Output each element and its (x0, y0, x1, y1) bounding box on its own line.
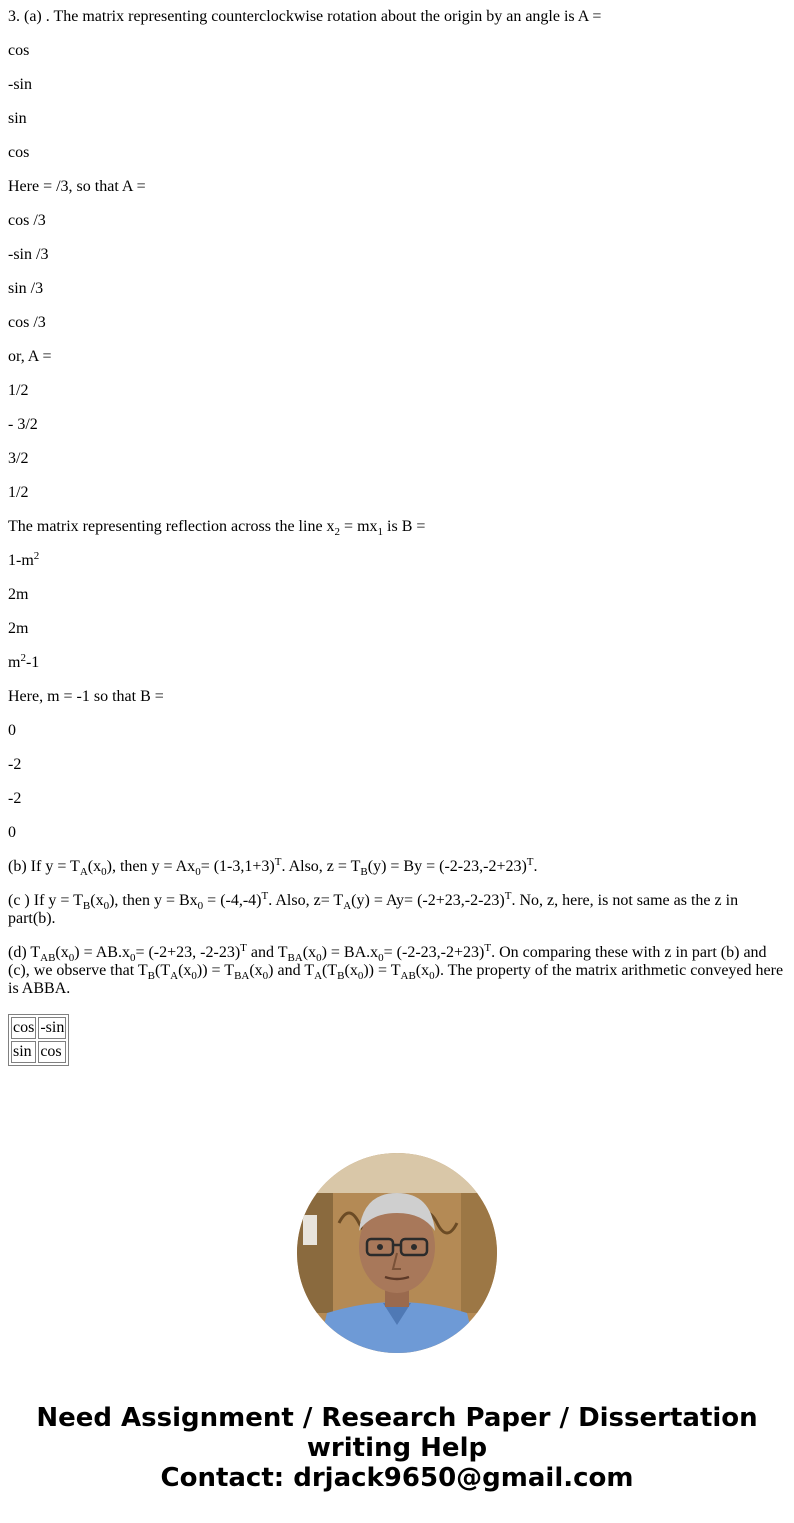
rotation-theta-entry: cos /3 (8, 314, 46, 331)
m-line: Here, m = -1 so that B = (8, 688, 164, 705)
promo-line: writing Help (306, 1433, 488, 1463)
rotation-generic-entry: sin (8, 110, 27, 127)
table-cell: cos (11, 1017, 36, 1039)
table-cell: sin (11, 1041, 36, 1063)
promo-line: Need Assignment / Research Paper / Dissertation (36, 1403, 758, 1433)
part-c: (c ) If $y = T_B(x_0)$, then $y = Bx_0 = (-4,-4)^T$. Also, $z= T_A(y) = Ay= (-2+23,-2-23)^T$. No, z, here, is not same as the z in part(b). (8, 890, 739, 927)
rotation-theta-entry: sin /3 (8, 280, 44, 297)
table-cell: -sin (38, 1017, 66, 1039)
promo-contact: Contact: drjack9650@gmail.com (160, 1463, 634, 1493)
table-cell: cos (38, 1041, 66, 1063)
part-d: (d) $T_{AB}(x_0) = AB.x_0= (-2+23$, -2-23)$^T$ and $T_{BA}(x_0) = BA.x_0= (-2-23,-2+23)^T$. On comparing these with z in part (b) and (c), we observe that $T_B(T_A(x_0)) = T_{BA}(x_0)$ and $T_A(T_B(x_0)) = T_{AB}(x_0)$. The property of the matrix arithmetic conveyed here is ABBA. (8, 942, 784, 997)
b-matrix-entry: -2 (8, 790, 22, 807)
b-matrix-entry: 0 (8, 722, 16, 739)
or-line: or, A = (8, 348, 52, 365)
tutor-portrait-image (297, 1153, 497, 1353)
reflection-entry: 2m (8, 586, 29, 603)
rotation-value-entry: - 3/2 (8, 416, 38, 433)
q3a-intro: 3. (a) . The matrix representing counterclockwise rotation about the origin by an angle is A = (8, 8, 602, 25)
part-b: (b) If $y = T_A(x_0)$, then $y = Ax_0= (1-3,1+3)^T$. Also, $z = T_B(y) = By = (-2-23,-2+23)^T$. (8, 856, 538, 878)
promo-banner (0, 1403, 794, 1493)
reflection-entry: $m^2-1$ (8, 652, 40, 671)
rotation-value-entry: 1/2 (8, 484, 29, 501)
reflection-intro: The matrix representing reflection across the line $x_2 = mx_1$ is B = (8, 518, 426, 538)
rotation-theta-entry: cos /3 (8, 212, 46, 229)
rotation-value-entry: 1/2 (8, 382, 29, 399)
table-row (11, 1017, 66, 1039)
reflection-entry: 2m (8, 620, 29, 637)
rotation-matrix-table (8, 1014, 69, 1066)
b-matrix-entry: -2 (8, 756, 22, 773)
rotation-theta-entry: -sin /3 (8, 246, 49, 263)
tutor-avatar (297, 1153, 497, 1353)
b-matrix-entry: 0 (8, 824, 16, 841)
rotation-value-entry: 3/2 (8, 450, 29, 467)
rotation-generic-entry: -sin (8, 76, 32, 93)
table-row (11, 1041, 66, 1063)
reflection-entry: $1-m^2$ (8, 550, 40, 569)
rotation-generic-entry: cos (8, 144, 30, 161)
theta-line: Here = /3, so that A = (8, 178, 146, 195)
rotation-generic-entry: cos (8, 42, 30, 59)
